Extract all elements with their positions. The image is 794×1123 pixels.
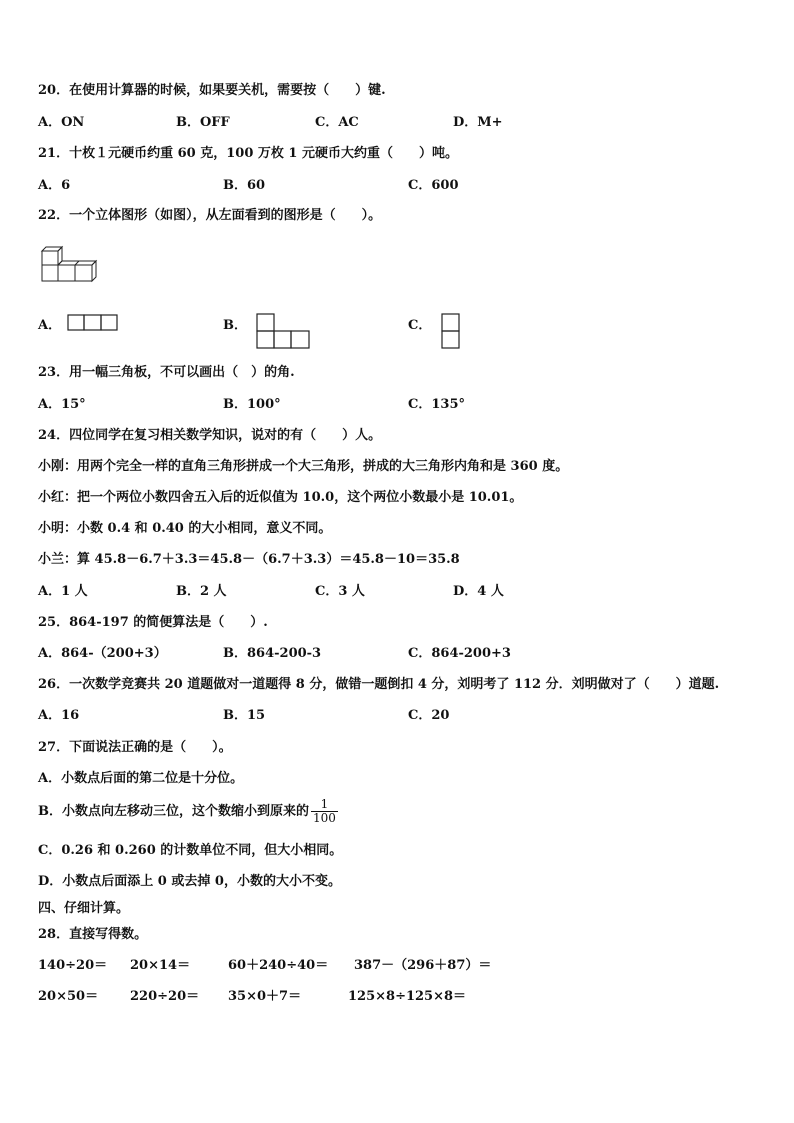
q26-option-a: A．16	[38, 708, 80, 723]
q20-text: 20．在使用计算器的时候，如果要关机，需要按（ ）键.	[38, 83, 386, 98]
q22-option-c: C．	[408, 318, 432, 333]
calc-item: 125×8÷125×8＝	[348, 989, 467, 1004]
q23-text: 23．用一幅三角板，不可以画出（ ）的角.	[38, 365, 295, 380]
q23-option-c: C．135°	[408, 397, 465, 412]
q24-statement-xiaohong: 小红：把一个两位小数四舍五入后的近似值为 10.0，这个两位小数最小是 10.01。	[38, 490, 523, 505]
q26-text: 26．一次数学竞赛共 20 道题做对一道题得 8 分，做错一题倒扣 4 分，刘明考了 112 分．刘明做对了（ ）道题.	[38, 677, 720, 692]
q22-text: 22．一个立体图形（如图），从左面看到的图形是（ ）。	[38, 208, 382, 223]
q27-option-a: A．小数点后面的第二位是十分位。	[38, 771, 244, 786]
q22-option-b: B．	[223, 318, 247, 333]
q23-option-b: B．100°	[223, 397, 281, 412]
q25-option-c: C．864-200+3	[408, 646, 511, 661]
section-heading: 四、仔细计算。	[38, 901, 130, 916]
calc-item: 60＋240÷40＝	[228, 958, 329, 973]
fraction-denominator: 100	[313, 811, 336, 825]
q21-text: 21．十枚１元硬币约重 60 克，100 万枚 1 元硬币大约重（ ）吨。	[38, 146, 458, 161]
q27-option-c: C．0.26 和 0.260 的计数单位不同，但大小相同。	[38, 843, 343, 858]
q25-option-b: B．864-200-3	[223, 646, 322, 661]
q21-option-c: C．600	[408, 178, 459, 193]
q24-option-b: B．2 人	[176, 584, 227, 599]
q24-statement-xiaoming: 小明：小数 0.4 和 0.40 的大小相同，意义不同。	[38, 521, 332, 536]
fraction-one-hundredth	[311, 798, 338, 825]
q20-option-d: D．M+	[453, 115, 503, 130]
q22-option-c-shape	[441, 313, 461, 350]
solid-figure-diagram	[40, 245, 102, 285]
q22-option-a-shape	[67, 314, 119, 332]
q21-option-b: B．60	[223, 178, 266, 193]
q27-option-d: D．小数点后面添上 0 或去掉 0，小数的大小不变。	[38, 874, 341, 889]
calc-item: 140÷20＝	[38, 958, 108, 973]
q25-option-a: A．864-（200+3）	[38, 646, 167, 661]
calc-item: 35×0＋7＝	[228, 989, 302, 1004]
q22-option-a: A．	[38, 318, 62, 333]
q24-statement-xiaogang: 小刚：用两个完全一样的直角三角形拼成一个大三角形，拼成的大三角形内角和是 360 度。	[38, 459, 569, 474]
q26-option-b: B．15	[223, 708, 266, 723]
calc-item: 220÷20＝	[130, 989, 200, 1004]
q27-option-b	[38, 798, 338, 826]
q27-text: 27．下面说法正确的是（ ）。	[38, 740, 232, 755]
calc-item: 387－（296＋87）＝	[354, 958, 492, 973]
calc-item: 20×14＝	[130, 958, 191, 973]
q22-option-b-shape	[256, 313, 312, 350]
calc-item: 20×50＝	[38, 989, 99, 1004]
q24-option-d: D．4 人	[453, 584, 504, 599]
q24-option-a: A．1 人	[38, 584, 88, 599]
q28-text: 28．直接写得数。	[38, 927, 148, 942]
q20-option-c: C．AC	[315, 115, 359, 130]
fraction-numerator: 1	[311, 798, 338, 812]
q21-option-a: A．6	[38, 178, 71, 193]
q24-statement-xiaolan: 小兰：算 45.8－6.7＋3.3＝45.8－（6.7＋3.3）＝45.8－10＝35.8	[38, 552, 460, 567]
q26-option-c: C．20	[408, 708, 450, 723]
q20-option-a: A．ON	[38, 115, 85, 130]
q25-text: 25．864-197 的简便算法是（ ）.	[38, 615, 268, 630]
q23-option-a: A．15°	[38, 397, 86, 412]
q24-option-c: C．3 人	[315, 584, 365, 599]
q27-option-b-text: B．小数点向左移动三位，这个数缩小到原来的	[38, 804, 309, 819]
q20-option-b: B．OFF	[176, 115, 230, 130]
q24-text: 24．四位同学在复习相关数学知识，说对的有（ ）人。	[38, 428, 382, 443]
